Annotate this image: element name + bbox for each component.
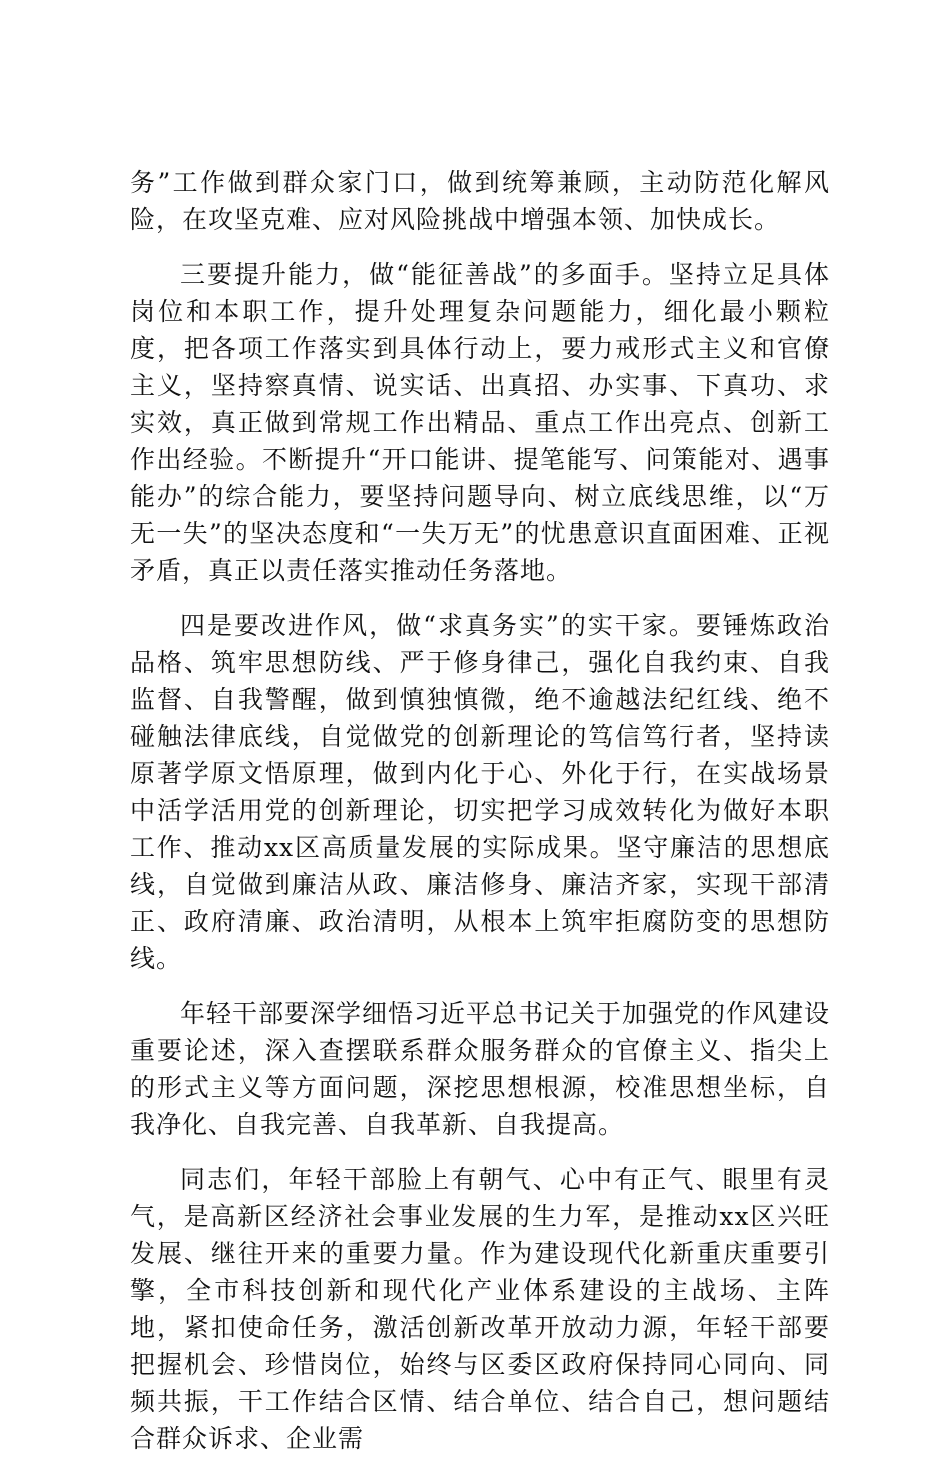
paragraph-4: 年轻干部要深学细悟习近平总书记关于加强党的作风建设重要论述，深入查摆联系群众服务群众的官僚主义、指尖上的形式主义等方面问题，深挖思想根源，校准思想坐标，自我净化、自我完善、自我革新、自我提高。 <box>130 999 831 1139</box>
paragraph-3: 四是要改进作风，做“求真务实”的实干家。要锤炼政治品格、筑牢思想防线、严于修身律己，强化自我约束、自我监督、自我警醒，做到慎独慎微，绝不逾越法纪红线、绝不碰触法律底线，自觉做党的创新理论的笃信笃行者，坚持读原著学原文悟原理，做到内化于心、外化于行，在实战场景中活学活用党的创新理论，切实把学习成效转化为做好本职工作、推动xx区高质量发展的实际成果。坚守廉洁的思想底线，自觉做到廉洁从政、廉洁修身、廉洁齐家，实现干部清正、政府清廉、政治清明，从根本上筑牢拒腐防变的思想防线。 <box>130 611 830 973</box>
paragraph-1: 务”工作做到群众家门口，做到统筹兼顾，主动防范化解风险，在攻坚克难、应对风险挑战中增强本领、加快成长。 <box>130 168 830 234</box>
paragraph-5: 同志们，年轻干部脸上有朝气、心中有正气、眼里有灵气，是高新区经济社会事业发展的生力军，是推动xx区兴旺发展、继往开来的重要力量。作为建设现代化新重庆重要引擎，全市科技创新和现代化产业体系建设的主战场、主阵地，紧扣使命任务，激活创新改革开放动力源，年轻干部要把握机会、珍惜岗位，始终与区委区政府保持同心同向、同频共振，干工作结合区情、结合单位、结合自己，想问题结合群众诉求、企业需 <box>130 1165 830 1453</box>
paragraph-2: 三要提升能力，做“能征善战”的多面手。坚持立足具体岗位和本职工作，提升处理复杂问题能力，细化最小颗粒度，把各项工作落实到具体行动上，要力戒形式主义和官僚主义，坚持察真情、说实话、出真招、办实事、下真功、求实效，真正做到常规工作出精品、重点工作出亮点、创新工作出经验。不断提升“开口能讲、提笔能写、问策能对、遇事能办”的综合能力，要坚持问题导向、树立底线思维，以“万无一失”的坚决态度和“一失万无”的忧患意识直面困难、正视矛盾，真正以责任落实推动任务落地。 <box>130 260 830 585</box>
document-body <box>130 164 830 1475</box>
